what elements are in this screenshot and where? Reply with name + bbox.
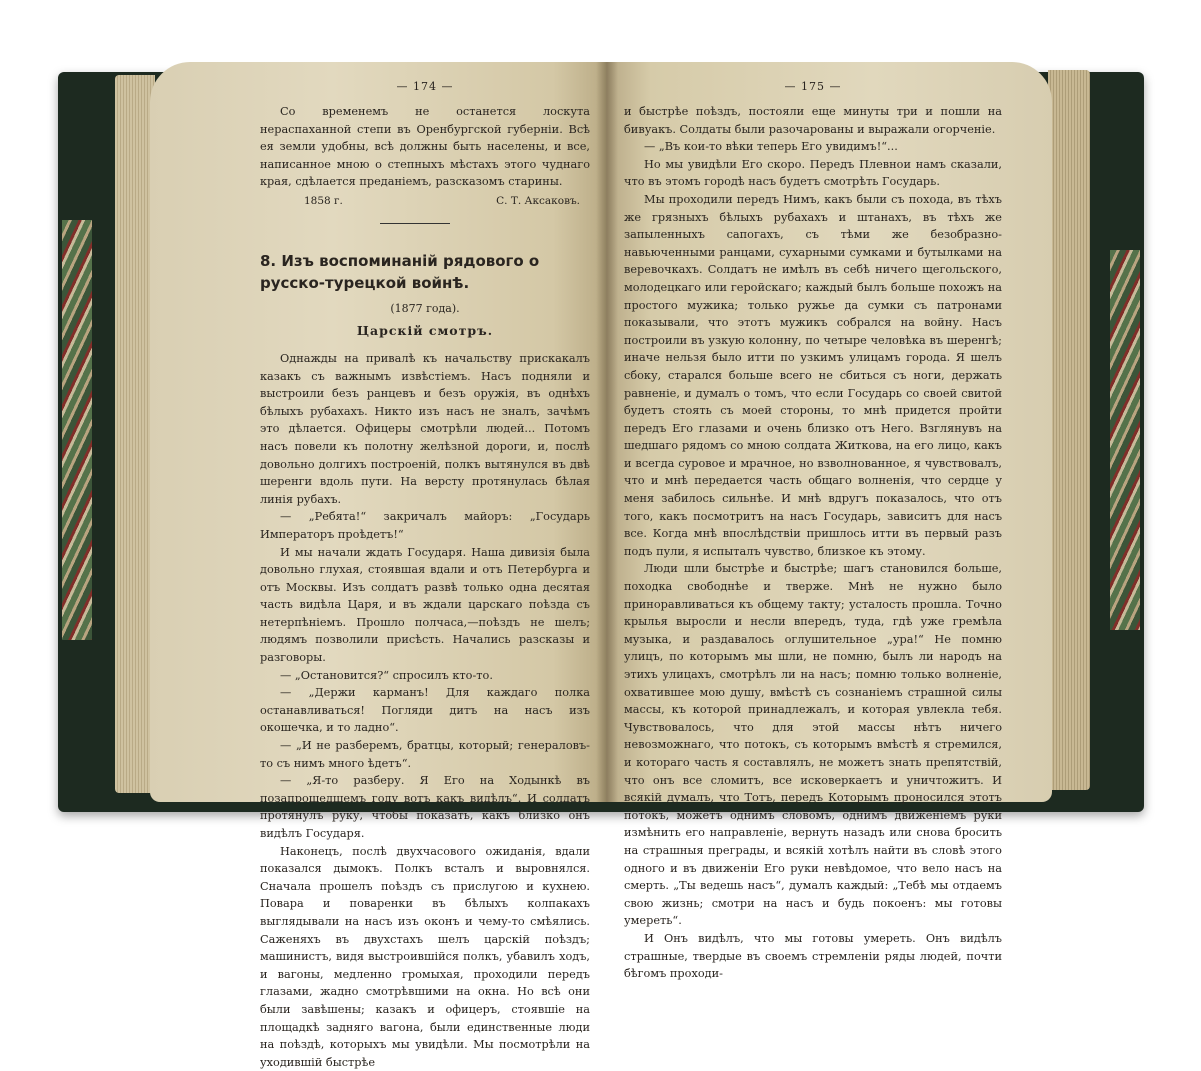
paragraph: — „Остановится?“ спросилъ кто-то. (280, 668, 493, 682)
book-gutter (596, 62, 618, 802)
section-subheading: Царскій смотръ. (356, 322, 494, 338)
paragraph: И Онъ видѣлъ, что мы готовы умереть. Онъ видѣлъ страшные, твердые въ своемъ стремленіи ряды людей, почти бѣгомъ проходи- (624, 931, 1002, 981)
paragraph: — „Въ кои-то вѣки теперь Его увидимъ!“... (644, 140, 898, 154)
signature-author: С. Т. Аксаковъ. (496, 194, 580, 207)
paragraph: Мы проходили передъ Нимъ, какъ были съ похода, въ тѣхъ же грязныхъ бѣлыхъ рубахахъ и штанахъ, въ тѣхъ же запыленныхъ сапогахъ, съ тѣми же безобразно-навьюченными ранцами, сухарными сумками и бутылками на веревочкахъ. Солдатъ не имѣлъ въ себѣ ничего щегольского, молодецкаго или геройскаго; каждый былъ больше похожъ на простого мужика; только ружье да сумки съ патронами показывали, что этотъ мужикъ собрался на войну. Насъ построили въ узкую колонну, по четыре человѣка въ шеренгѣ; иначе нельзя было итти по узкимъ улицамъ города. Я шелъ сбоку, старался больше всего не сбиться съ ноги, держать равненіе, и думалъ о томъ, что если Государь со своей свитой будетъ стоять съ моей стороны, то мнѣ придется пройти передъ Его глазами и очень близко отъ Него. Взглянувъ на шедшаго рядомъ со мною солдата Житкова, на его лицо, какъ и всегда суровое и мрачное, но взволнованное, я чувствовалъ, что и мнѣ передается часть общаго волненія, что сердце у меня забилось сильнѣе. И мнѣ вдругъ показалось, что отъ того, какъ посмотритъ на насъ Государь, зависитъ для насъ все. Когда мнѣ впослѣдствіи пришлось итти въ первый разъ подъ пули, я испыталъ чувство, близкое къ этому. (624, 192, 1002, 558)
paragraph: Люди шли быстрѣе и быстрѣе; шагъ становился больше, походка свободнѣе и тверже. Мнѣ не нужно было приноравливаться къ общему такту; усталость прошла. Точно крылья выросли и несли впередъ, туда, гдѣ уже гремѣла музыка, и раздавалось оглушительное „ура!“ Не помню улицъ, по которымъ мы шли, не помню, былъ ли народъ на этихъ улицахъ, смотрѣлъ ли на насъ; помню только волненіе, охватившее мою душу, вмѣстѣ съ сознаніемъ страшной силы массы, къ которой принадлежалъ, и которая увлекла тебя. Чувствовалось, что для этой массы нѣтъ ничего невозможнаго, что потокъ, съ которымъ вмѣстѣ я стремился, и котораго часть я составлялъ, не можетъ знать препятствій, что онъ все сломитъ, все исковеркаетъ и уничтожитъ. И всякій думалъ, что Тотъ, передъ Которымъ проносился этотъ потокъ, можетъ однимъ словомъ, однимъ движеніемъ руки измѣнить его направленіе, вернуть назадъ или снова бросить на страшныя преграды, и всякій хотѣлъ найти въ словѣ этого одного и въ движеніи Его руки невѣдомое, что вело насъ на смерть. „Ты ведешь насъ“, думалъ каждый: „Тебѣ мы отдаемъ свою жизнь; смотри на насъ и будь покоенъ: мы готовы умереть“. (624, 562, 1002, 928)
paragraph: — „Держи карманъ! Для каждаго полка останавливаться! Погляди дитъ на насъ изъ окошечка, и то ладно“. (260, 686, 590, 735)
paragraph: — „И не разберемъ, братцы, который; генераловъ-то съ нимъ много ѣдетъ“. (260, 739, 590, 770)
signature-line (260, 195, 590, 207)
paragraph: И мы начали ждать Государя. Наша дивизія была довольно глухая, стоявшая вдали и отъ Петербурга и отъ Москвы. Изъ солдатъ развѣ только одна десятая часть видѣла Царя, и въ ждали царскаго поѣзда съ нетерпѣніемъ. Прошло полчаса,—поѣздъ не шелъ; людямъ позволили присѣсть. Начались разсказы и разговоры. (260, 545, 590, 665)
paragraph: — „Я-то разберу. Я Его на Ходынкѣ въ позапрошедшемъ году вотъ какъ видѣлъ“. И солдатъ протянулъ руку, чтобы показать, какъ близко онъ видѣлъ Государя. (260, 774, 590, 840)
left-page (150, 62, 608, 1069)
paragraph: Но мы увидѣли Его скоро. Передъ Плевнои намъ сказали, что въ этомъ городѣ насъ будетъ смотрѣть Государь. (624, 157, 1002, 189)
page-stack-left (115, 75, 155, 793)
marbled-endpaper-right (1110, 250, 1140, 630)
marbled-endpaper-left (62, 220, 92, 640)
right-page (606, 62, 1052, 981)
opening-paragraph: Со временемъ не останется лоскута нераспаханной степи въ Оренбургской губерніи. Всѣ ея земли удобны, всѣ должны быть населены, и все, написанное мною о степныхъ мѣстахъ этого чуднаго края, сдѣлается преданіемъ, разсказомъ старины. (260, 105, 590, 189)
chapter-heading: 8. Изъ воспоминаній рядового о русско-турецкой войнѣ. (260, 251, 540, 292)
section-divider (380, 223, 450, 224)
page-stack-right (1048, 70, 1090, 790)
paragraph: — „Ребята!“ закричалъ майоръ: „Государь Императоръ проѣдетъ!“ (260, 510, 590, 541)
page-number-right: — 175 — (784, 80, 842, 93)
paragraph: Наконецъ, послѣ двухчасового ожиданія, вдали показался дымокъ. Полкъ всталъ и выровнялся. Сначала прошелъ поѣздъ съ прислугою и кухнею. Повара и поваренки въ бѣлыхъ колпакахъ выглядывали на насъ изъ оконъ и чему-то смѣялись. Саженяхъ въ двухстахъ шелъ царскій поѣздъ; машинистъ, видя выстроившійся полкъ, убавилъ ходъ, и вагоны, медленно громыхая, проходили передъ глазами, жадно смотрѣвшими на окна. Но всѣ они были завѣшены; казакъ и офицеръ, стоявшіе на площадкѣ задняго вагона, были единственные люди на поѣздѣ, которыхъ мы увидѣли. Мы посмотрѣли на уходившій быстрѣе (260, 844, 590, 1069)
paragraph: и быстрѣе поѣздъ, постояли еще минуты три и пошли на бивуакъ. Солдаты были разочарованы и выражали огорченіе. (624, 105, 1002, 136)
page-number-left: — 174 — (396, 80, 454, 93)
chapter-year: (1877 года). (390, 301, 460, 315)
paragraph: Однажды на привалѣ къ начальству прискакалъ казакъ съ важнымъ извѣстіемъ. Насъ подняли и выстроили безъ ранцевъ и безъ оружія, въ однѣхъ бѣлыхъ рубахахъ. Никто изъ насъ не зналъ, зачѣмъ это дѣлается. Офицеры смотрѣли людей... Потомъ насъ повели къ полотну желѣзной дороги, и, послѣ довольно долгихъ построеній, полкъ вытянулся въ двѣ шеренги вдоль пути. На версту протянулась бѣлая линія рубахъ. (260, 351, 590, 506)
signature-year: 1858 г. (304, 194, 343, 207)
